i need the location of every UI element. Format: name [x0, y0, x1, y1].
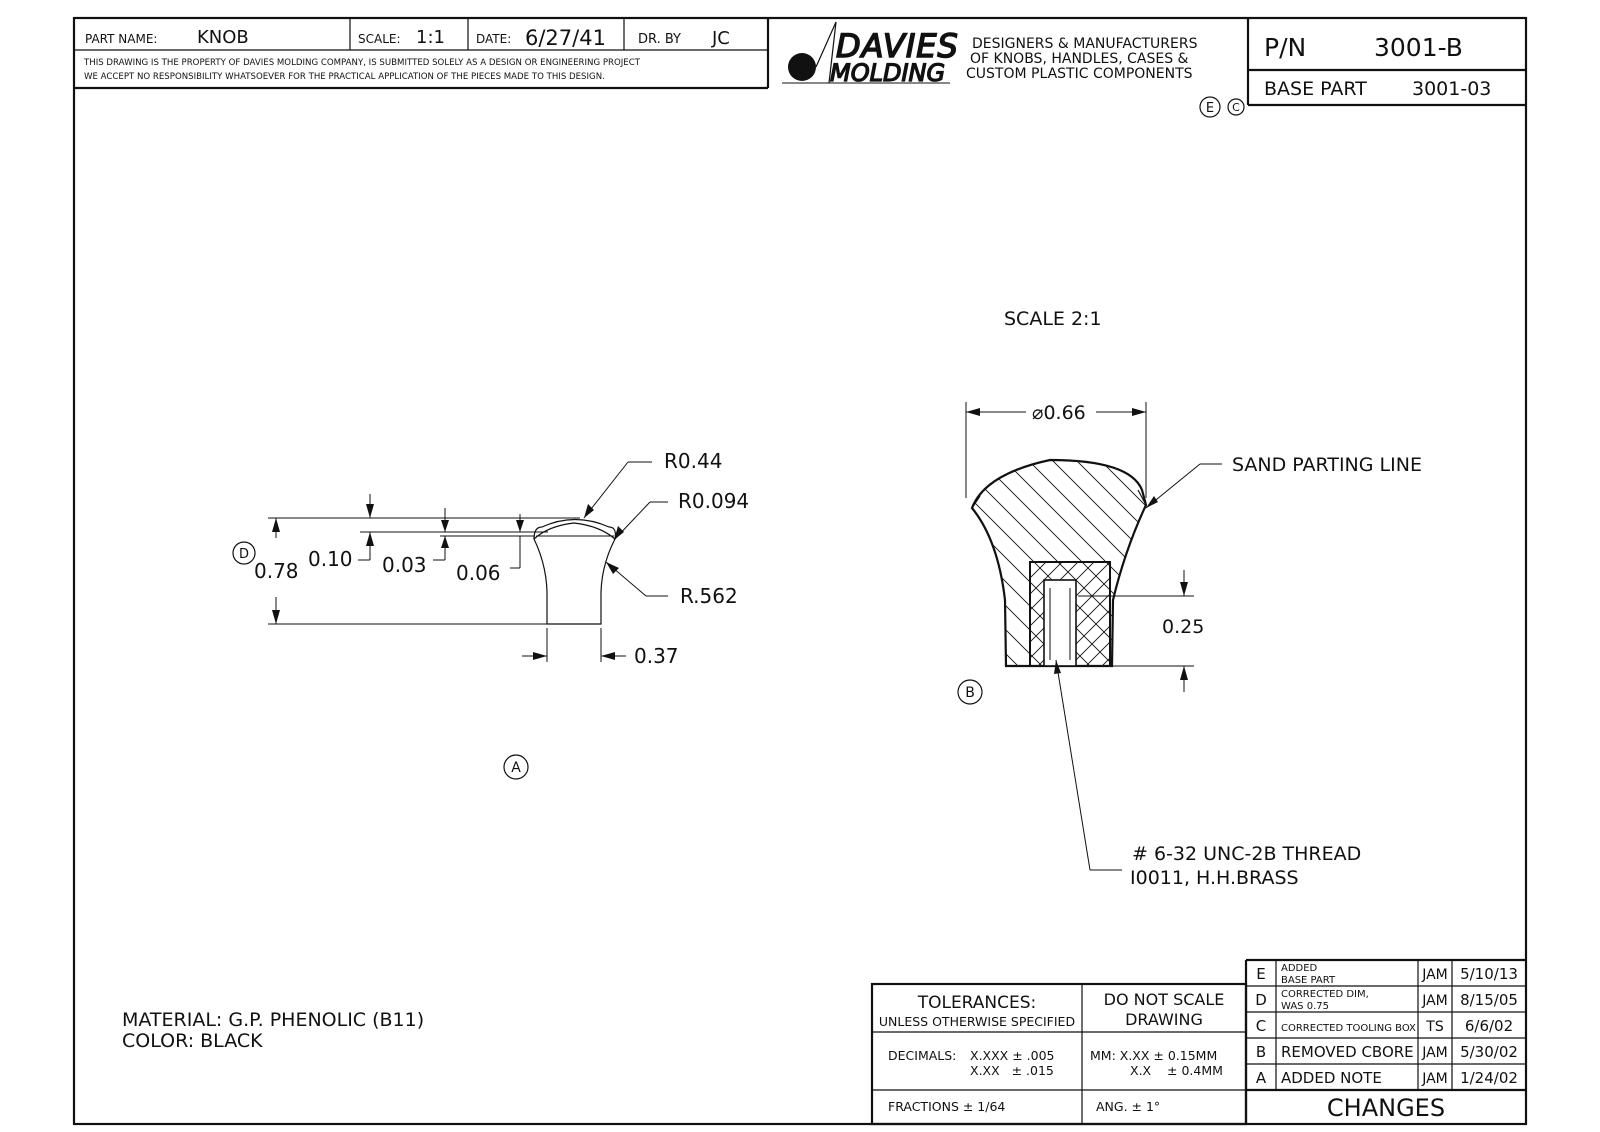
drawn-by-label: DR. BY — [638, 32, 681, 47]
copyright-mark: C — [1232, 101, 1240, 114]
changes-title: CHANGES — [1326, 1094, 1446, 1122]
hatch-line — [1186, 450, 1416, 680]
dim-diameter: ⌀0.66 — [1032, 402, 1086, 424]
thread-hole — [1044, 580, 1076, 666]
hatch-line — [1188, 556, 1308, 676]
revision-description: WAS 0.75 — [1281, 1001, 1329, 1012]
hatch-line — [1378, 450, 1600, 680]
revision-date: 6/6/02 — [1464, 1017, 1514, 1035]
dim-dome-height: 0.10 — [308, 547, 353, 571]
hatch-line — [1220, 556, 1340, 676]
dim-radius-small: R0.094 — [678, 489, 750, 513]
note-insert-material: I0011, H.H.BRASS — [1130, 867, 1299, 889]
hatch-line — [1090, 450, 1320, 680]
hatch-line — [1258, 450, 1488, 680]
hatch-line — [802, 450, 1032, 680]
view-a — [233, 449, 749, 779]
part-number-label: P/N — [1264, 33, 1307, 62]
date-value: 6/27/41 — [525, 26, 606, 50]
part-name-label: PART NAME: — [85, 32, 158, 46]
hatch-line — [1234, 450, 1464, 680]
hatch-line — [730, 450, 960, 680]
revision-description: ADDED — [1281, 963, 1318, 974]
revision-description: REMOVED CBORE — [1281, 1043, 1414, 1061]
hatch-line — [900, 556, 1020, 676]
hatch-line — [778, 450, 1008, 680]
hatch-line — [970, 450, 1200, 680]
dim-base-width: 0.37 — [634, 644, 679, 668]
part-name: KNOB — [197, 27, 249, 48]
hatch-line — [1236, 556, 1356, 676]
base-part-number: 3001-03 — [1412, 78, 1492, 100]
revision-description: CORRECTED TOOLING BOX — [1281, 1023, 1416, 1034]
knob-profile-a — [534, 523, 615, 624]
revision-letter: A — [1255, 1069, 1267, 1087]
dim-insert-depth: 0.25 — [1162, 616, 1205, 638]
revision-by: TS — [1426, 1019, 1444, 1035]
view-a-callout: A — [511, 760, 521, 776]
revision-description: ADDED NOTE — [1281, 1069, 1382, 1087]
revision-by: JAM — [1422, 993, 1448, 1009]
section-hatch-body — [730, 450, 1600, 680]
notice-line-1: THIS DRAWING IS THE PROPERTY OF DAVIES MOLDING COMPANY, IS SUBMITTED SOLELY AS A DESIGN OR ENGINEERING PROJECT — [84, 58, 640, 68]
dim-fillet-height: 0.06 — [456, 561, 501, 585]
revision-by: JAM — [1422, 1071, 1448, 1087]
revision-by: JAM — [1422, 1045, 1448, 1061]
scale-label: SCALE: — [358, 32, 401, 46]
logo-text-davies: DAVIES — [836, 27, 959, 65]
dim-radius-top: R0.44 — [664, 449, 723, 473]
rev-e-marker: E — [1205, 101, 1215, 116]
note-sand-parting-line: SAND PARTING LINE — [1232, 454, 1422, 476]
dim-step-height: 0.03 — [382, 553, 427, 577]
revision-letter: D — [1255, 991, 1267, 1009]
tagline-3: CUSTOM PLASTIC COMPONENTS — [966, 66, 1193, 82]
revision-date: 5/10/13 — [1460, 965, 1518, 983]
mm-xx: MM: X.XX ± 0.15MM — [1090, 1048, 1218, 1063]
decimals-xx: X.XX ± .015 — [970, 1063, 1054, 1078]
mm-x: X.X ± 0.4MM — [1130, 1063, 1223, 1078]
dim-radius-side: R.562 — [680, 584, 738, 608]
revision-letter: C — [1255, 1017, 1267, 1035]
decimals-label: DECIMALS: — [888, 1048, 957, 1063]
fractions-tolerance: FRACTIONS ± 1/64 — [888, 1099, 1006, 1114]
view-b-scale-note: SCALE 2:1 — [1004, 308, 1102, 330]
view-b-callout: B — [965, 685, 975, 701]
hatch-line — [1306, 450, 1536, 680]
hatch-line — [1204, 556, 1324, 676]
revision-by: JAM — [1422, 967, 1448, 983]
company-logo — [788, 22, 959, 87]
hatch-line — [1066, 450, 1296, 680]
hatch-line — [1354, 450, 1584, 680]
decimals-xxx: X.XXX ± .005 — [970, 1048, 1055, 1063]
hatch-line — [1210, 450, 1440, 680]
view-b — [730, 308, 1600, 889]
hatch-line — [898, 450, 1128, 680]
notice-line-2: WE ACCEPT NO RESPONSIBILITY WHATSOEVER FOR THE PRACTICAL APPLICATION OF THE PIECES MADE TO THIS DESIGN. — [84, 72, 605, 82]
revision-description: BASE PART — [1281, 975, 1336, 986]
tagline-2: OF KNOBS, HANDLES, CASES & — [970, 51, 1189, 67]
tolerances-subtitle: UNLESS OTHERWISE SPECIFIED — [878, 1014, 1076, 1029]
angular-tolerance: ANG. ± 1° — [1096, 1099, 1161, 1114]
rev-d-marker: D — [238, 547, 250, 562]
hatch-line — [1114, 450, 1344, 680]
do-not-scale-2: DRAWING — [1125, 1010, 1203, 1029]
note-thread: # 6-32 UNC-2B THREAD — [1132, 843, 1362, 865]
base-part-label: BASE PART — [1264, 78, 1367, 100]
hatch-line — [1138, 450, 1368, 680]
hatch-line — [1162, 450, 1392, 680]
hatch-line — [754, 450, 984, 680]
dim-overall-height: 0.78 — [254, 559, 299, 583]
revision-description: CORRECTED DIM, — [1281, 989, 1369, 1000]
drawn-by-value: JC — [712, 28, 730, 49]
revision-letter: E — [1256, 965, 1266, 983]
hatch-line — [922, 450, 1152, 680]
hatch-line — [1282, 450, 1512, 680]
revision-block — [1246, 960, 1526, 1124]
tolerances-title: TOLERANCES: — [917, 993, 1037, 1013]
section-hatch-insert — [900, 556, 1356, 676]
logo-globe-icon — [788, 53, 816, 81]
revision-date: 1/24/02 — [1460, 1069, 1518, 1087]
title-block — [74, 18, 1526, 117]
revision-date: 5/30/02 — [1460, 1043, 1518, 1061]
note-color: COLOR: BLACK — [122, 1030, 263, 1052]
hatch-line — [826, 450, 1056, 680]
hatch-line — [916, 556, 1036, 676]
part-number: 3001-B — [1374, 33, 1463, 62]
do-not-scale-1: DO NOT SCALE — [1103, 990, 1225, 1009]
note-material: MATERIAL: G.P. PHENOLIC (B11) — [122, 1009, 425, 1031]
tagline-1: DESIGNERS & MANUFACTURERS — [972, 36, 1198, 52]
scale-value: 1:1 — [416, 27, 445, 48]
logo-text-molding: MOLDING — [830, 59, 946, 87]
tolerance-block — [872, 984, 1246, 1124]
revision-date: 8/15/05 — [1460, 991, 1518, 1009]
revision-letter: B — [1255, 1043, 1267, 1061]
date-label: DATE: — [476, 32, 512, 46]
